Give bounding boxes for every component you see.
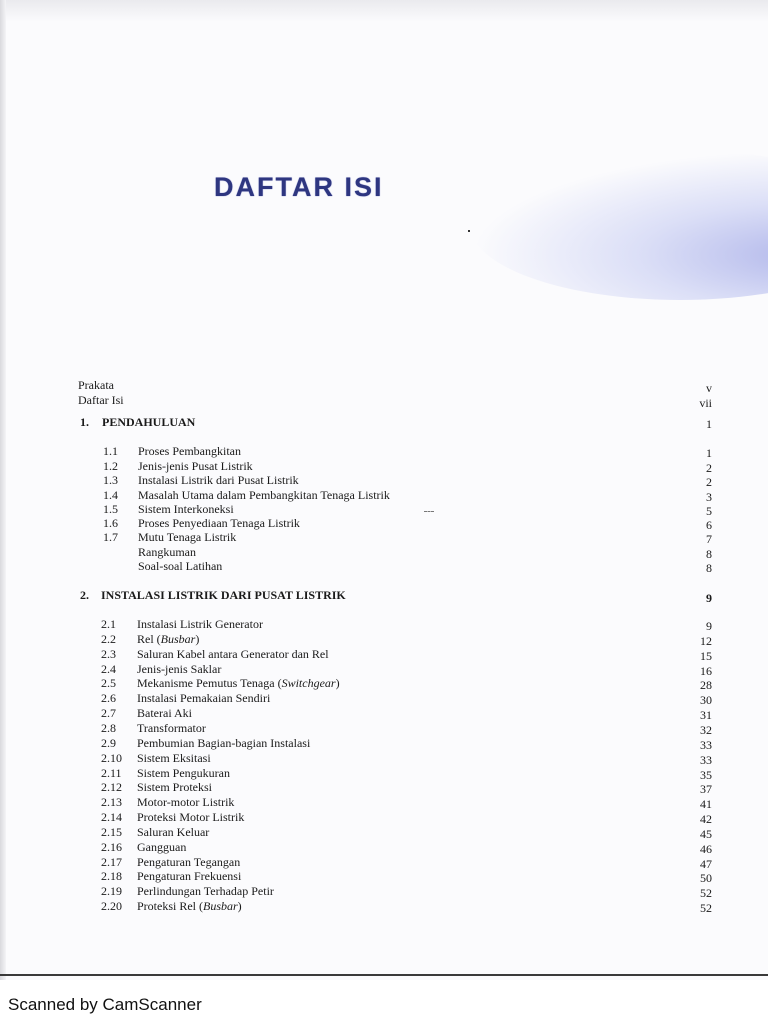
- section-number: 2.18: [101, 869, 122, 883]
- section-page: 52: [700, 901, 712, 915]
- section-number: 2.14: [101, 810, 122, 824]
- section-label: Sistem Eksitasi: [137, 751, 211, 765]
- page-title: DAFTAR ISI: [214, 172, 384, 202]
- section-label: Proses Penyediaan Tenaga Listrik: [138, 516, 300, 530]
- section-label: Sistem Pengukuran: [137, 766, 230, 780]
- section-page: 50: [700, 871, 712, 885]
- chapter-title: PENDAHULUAN: [102, 415, 196, 429]
- section-page: 33: [700, 738, 712, 752]
- toc-front-page: v: [706, 381, 712, 395]
- section-number: 2.2: [101, 632, 116, 646]
- section-page: 8: [706, 561, 712, 575]
- section-label: Jenis-jenis Saklar: [137, 662, 222, 676]
- section-page: 41: [700, 797, 712, 811]
- toc-front-label: Prakata: [78, 378, 114, 392]
- page-left-shadow: [0, 0, 6, 980]
- chapter-title: INSTALASI LISTRIK DARI PUSAT LISTRIK: [101, 588, 346, 602]
- section-label: Rangkuman: [138, 545, 196, 559]
- section-number: 2.17: [101, 855, 122, 869]
- section-number: 1.5: [103, 502, 118, 516]
- section-number: 2.7: [101, 706, 116, 720]
- section-label: Saluran Kabel antara Generator dan Rel: [137, 647, 329, 661]
- section-label: Pembumian Bagian-bagian Instalasi: [137, 736, 311, 750]
- scan-mark: [424, 511, 434, 513]
- section-label: Mutu Tenaga Listrik: [138, 530, 237, 544]
- section-number: 1.2: [103, 459, 118, 473]
- chapter-number: 2.: [80, 588, 89, 602]
- section-label: Sistem Proteksi: [137, 780, 213, 794]
- section-label: Pengaturan Tegangan: [137, 855, 241, 869]
- section-label: Saluran Keluar: [137, 825, 210, 839]
- section-number: 2.15: [101, 825, 122, 839]
- section-number: 1.3: [103, 473, 118, 487]
- section-page: 2: [706, 461, 712, 475]
- section-label: Sistem Interkoneksi: [138, 502, 234, 516]
- section-label: Soal-soal Latihan: [138, 559, 223, 573]
- section-number: 2.16: [101, 840, 122, 854]
- footer-watermark: Scanned by CamScanner: [8, 995, 202, 1014]
- section-page: 46: [700, 842, 712, 856]
- section-page: 16: [700, 664, 712, 678]
- section-label: Instalasi Listrik dari Pusat Listrik: [138, 473, 299, 487]
- section-label: Gangguan: [137, 840, 187, 854]
- section-page: 2: [706, 475, 712, 489]
- blue-decoration: [470, 150, 768, 300]
- section-number: 1.4: [103, 488, 118, 502]
- section-page: 35: [700, 768, 712, 782]
- section-page: 8: [706, 547, 712, 561]
- section-number: 1.6: [103, 516, 118, 530]
- section-page: 45: [700, 827, 712, 841]
- section-page: 9: [706, 619, 712, 633]
- section-number: 2.8: [101, 721, 116, 735]
- section-number: 1.7: [103, 530, 118, 544]
- section-label: Masalah Utama dalam Pembangkitan Tenaga Listrik: [138, 488, 390, 502]
- section-number: 2.11: [101, 766, 122, 780]
- section-number: 2.10: [101, 751, 122, 765]
- section-page: 32: [700, 723, 712, 737]
- section-page: 6: [706, 518, 712, 532]
- section-number: 2.6: [101, 691, 116, 705]
- section-number: 2.13: [101, 795, 122, 809]
- section-page: 37: [700, 782, 712, 796]
- page-top-shadow: [0, 0, 768, 22]
- toc-front-page: vii: [699, 396, 712, 410]
- section-label: Proteksi Rel (Busbar): [137, 899, 242, 913]
- section-page: 15: [700, 649, 712, 663]
- section-number: 1.1: [103, 444, 118, 458]
- section-label: Pengaturan Frekuensi: [137, 869, 242, 883]
- section-label: Instalasi Listrik Generator: [137, 617, 263, 631]
- section-page: 3: [706, 490, 712, 504]
- section-number: 2.19: [101, 884, 122, 898]
- section-label: Instalasi Pemakaian Sendiri: [137, 691, 271, 705]
- section-page: 47: [700, 857, 712, 871]
- section-label: Baterai Aki: [137, 706, 192, 720]
- section-number: 2.5: [101, 676, 116, 690]
- section-page: 33: [700, 753, 712, 767]
- section-number: 2.3: [101, 647, 116, 661]
- section-label: Transformator: [137, 721, 206, 735]
- chapter-page: 9: [706, 591, 712, 605]
- section-number: 2.9: [101, 736, 116, 750]
- section-label: Rel (Busbar): [137, 632, 200, 646]
- section-label: Proses Pembangkitan: [138, 444, 241, 458]
- section-page: 31: [700, 708, 712, 722]
- section-label: Mekanisme Pemutus Tenaga (Switchgear): [137, 676, 340, 690]
- section-number: 2.1: [101, 617, 116, 631]
- section-page: 7: [706, 532, 712, 546]
- section-page: 5: [706, 504, 712, 518]
- toc-front-label: Daftar Isi: [78, 393, 124, 407]
- section-label: Jenis-jenis Pusat Listrik: [138, 459, 253, 473]
- chapter-number: 1.: [80, 415, 89, 429]
- section-page: 1: [706, 446, 712, 460]
- chapter-page: 1: [706, 417, 712, 431]
- section-number: 2.20: [101, 899, 122, 913]
- section-page: 30: [700, 693, 712, 707]
- page-bottom-edge: [0, 974, 768, 976]
- section-label: Perlindungan Terhadap Petir: [137, 884, 274, 898]
- section-page: 12: [700, 634, 712, 648]
- section-page: 52: [700, 886, 712, 900]
- section-page: 28: [700, 678, 712, 692]
- section-number: 2.12: [101, 780, 122, 794]
- section-label: Proteksi Motor Listrik: [137, 810, 245, 824]
- section-page: 42: [700, 812, 712, 826]
- section-label: Motor-motor Listrik: [137, 795, 235, 809]
- section-number: 2.4: [101, 662, 116, 676]
- scan-speck: [468, 230, 470, 232]
